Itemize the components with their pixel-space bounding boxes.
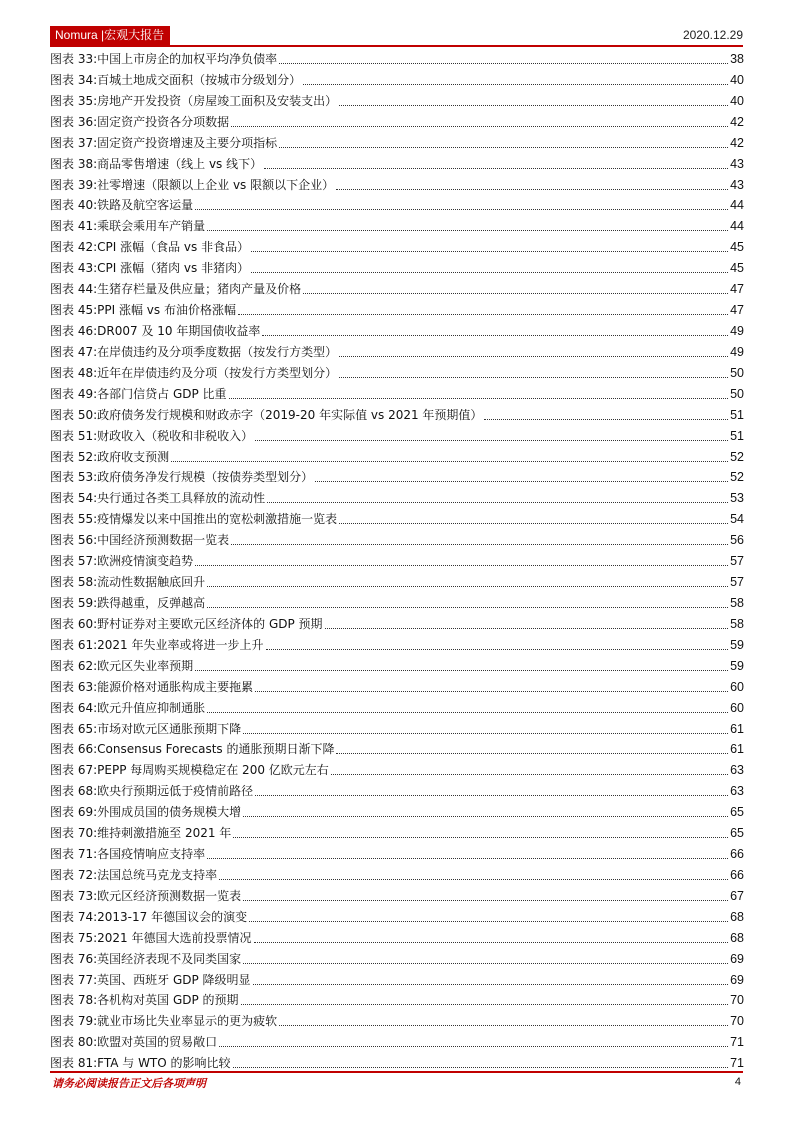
figure-label: 图表 44: (50, 282, 98, 297)
figure-page-number: 53 (730, 491, 744, 506)
figure-page-number: 50 (730, 365, 744, 380)
toc-entry[interactable] (50, 342, 744, 363)
figure-title: 欧元区经济预测数据一览表 (97, 888, 242, 903)
figure-label: 图表 50: (50, 407, 98, 422)
toc-entry[interactable] (50, 112, 744, 133)
figure-title: 疫情爆发以来中国推出的宽松刺激措施一览表 (97, 512, 338, 527)
dot-leader (303, 70, 728, 85)
figure-title: 在岸债违约及分项季度数据（按发行方类型） (97, 344, 338, 359)
figure-label: 图表 42: (50, 240, 98, 255)
figure-title: 固定资产投资各分项数据 (97, 114, 230, 129)
dot-leader (251, 237, 728, 252)
figure-page-number: 69 (730, 972, 744, 987)
figure-label: 图表 74: (50, 909, 98, 924)
figure-title: 社零增速（限额以上企业 vs 限额以下企业） (97, 177, 335, 192)
toc-entry[interactable] (50, 49, 744, 70)
figure-label: 图表 76: (50, 951, 98, 966)
dot-leader (219, 1032, 728, 1047)
figure-page-number: 57 (730, 554, 744, 569)
toc-entry[interactable] (50, 551, 744, 572)
toc-entry[interactable] (50, 363, 744, 384)
dot-leader (266, 635, 729, 650)
toc-entry[interactable] (50, 698, 744, 719)
toc-entry[interactable] (50, 970, 744, 991)
toc-entry[interactable] (50, 1011, 744, 1032)
figure-title: 铁路及航空客运量 (97, 198, 194, 213)
figure-page-number: 70 (730, 1014, 744, 1029)
figure-label: 图表 58: (50, 575, 98, 590)
toc-entry[interactable] (50, 279, 744, 300)
figure-label: 图表 33: (50, 52, 98, 66)
figure-page-number: 61 (730, 742, 744, 757)
figure-title: 中国上市房企的加权平均净负债率 (97, 52, 278, 66)
report-date: 2020.12.29 (682, 28, 743, 42)
dot-leader (339, 91, 728, 106)
figure-page-number: 59 (730, 637, 744, 652)
dot-leader (195, 551, 728, 566)
figure-title: 欧洲疫情演变趋势 (97, 554, 194, 569)
toc-entry[interactable] (50, 405, 744, 426)
dot-leader (219, 865, 728, 880)
figure-page-number: 68 (730, 909, 744, 924)
header-rule (50, 45, 743, 47)
figure-page-number: 43 (730, 177, 744, 192)
figure-page-number: 52 (730, 449, 744, 464)
figure-page-number: 50 (730, 386, 744, 401)
figure-title: 市场对欧元区通胀预期下降 (97, 721, 242, 736)
dot-leader (331, 760, 728, 775)
figure-title: 央行通过各类工具释放的流动性 (97, 491, 266, 506)
figure-title: 就业市场比失业率显示的更为疲软 (97, 1014, 278, 1029)
toc-entry[interactable] (50, 447, 744, 468)
figure-title: PEPP 每周购买规模稳定在 200 亿欧元左右 (97, 763, 329, 778)
figure-page-number: 60 (730, 700, 744, 715)
figure-label: 图表 47: (50, 344, 98, 359)
figure-page-number: 42 (730, 114, 744, 129)
toc-entry[interactable] (50, 739, 744, 760)
figure-title: 百城土地成交面积（按城市分级划分） (97, 72, 302, 87)
toc-entry[interactable] (50, 237, 744, 258)
figure-title: 2021 年德国大选前投票情况 (97, 930, 252, 945)
figure-label: 图表 79: (50, 1014, 98, 1029)
figure-page-number: 45 (730, 261, 744, 276)
dot-leader (279, 49, 728, 64)
toc-entry[interactable] (50, 781, 744, 802)
toc-entry[interactable] (50, 175, 744, 196)
dot-leader (207, 698, 728, 713)
toc-entry[interactable] (50, 865, 744, 886)
figure-label: 图表 64: (50, 700, 98, 715)
figure-page-number: 56 (730, 533, 744, 548)
dot-leader (253, 970, 729, 985)
dot-leader (279, 1011, 728, 1026)
dot-leader (255, 781, 728, 796)
figure-label: 图表 43: (50, 261, 98, 276)
figure-label: 图表 61: (50, 637, 98, 652)
figure-label: 图表 40: (50, 198, 98, 213)
figure-label: 图表 53: (50, 470, 98, 485)
figure-page-number: 51 (730, 428, 744, 443)
dot-leader (171, 447, 728, 462)
toc-entry[interactable] (50, 572, 744, 593)
figure-label: 图表 52: (50, 449, 98, 464)
figure-page-number: 42 (730, 135, 744, 150)
figure-label: 图表 78: (50, 993, 98, 1008)
figure-title: CPI 涨幅（猪肉 vs 非猪肉） (97, 261, 250, 276)
toc-entry[interactable] (50, 509, 744, 530)
figure-page-number: 54 (730, 512, 744, 527)
figure-label: 图表 54: (50, 491, 98, 506)
figure-label: 图表 67: (50, 763, 98, 778)
toc-entry[interactable] (50, 530, 744, 551)
figure-title: Consensus Forecasts 的通胀预期日渐下降 (97, 742, 335, 757)
toc-entry[interactable] (50, 990, 744, 1011)
figure-page-number: 63 (730, 784, 744, 799)
figure-label: 图表 34: (50, 72, 98, 87)
figure-title: 欧元升值应抑制通胀 (97, 700, 206, 715)
figure-page-number: 47 (730, 303, 744, 318)
dot-leader (254, 928, 729, 943)
toc-entry[interactable] (50, 1032, 744, 1053)
figure-label: 图表 71: (50, 847, 98, 862)
figure-page-number: 71 (730, 1035, 744, 1050)
figure-page-number: 71 (730, 1056, 744, 1071)
figure-label: 图表 45: (50, 303, 98, 318)
dot-leader (243, 802, 728, 817)
figure-title: 近年在岸债违约及分项（按发行方类型划分） (97, 365, 338, 380)
figure-title: 野村证券对主要欧元区经济体的 GDP 预期 (97, 616, 323, 631)
dot-leader (231, 112, 728, 127)
figure-title: 能源价格对通胀构成主要拖累 (97, 679, 254, 694)
figure-page-number: 69 (730, 951, 744, 966)
dot-leader (255, 426, 728, 441)
figure-title: PPI 涨幅 vs 布油价格涨幅 (97, 303, 236, 318)
figure-page-number: 38 (730, 52, 744, 66)
report-section: 宏观大报告 (104, 28, 165, 42)
figure-label: 图表 41: (50, 219, 98, 234)
figure-title: 2021 年失业率或将进一步上升 (97, 637, 264, 652)
footer-rule (50, 1071, 743, 1073)
figure-label: 图表 55: (50, 512, 98, 527)
toc-entry[interactable] (50, 760, 744, 781)
dot-leader (279, 133, 728, 148)
figure-label: 图表 63: (50, 679, 98, 694)
figure-page-number: 52 (730, 470, 744, 485)
dot-leader (249, 907, 728, 922)
figure-page-number: 61 (730, 721, 744, 736)
figure-page-number: 65 (730, 805, 744, 820)
dot-leader (243, 886, 728, 901)
toc-entry[interactable] (50, 656, 744, 677)
dot-leader (229, 384, 729, 399)
dot-leader (325, 614, 729, 629)
toc-entry[interactable] (50, 321, 744, 342)
figure-label: 图表 70: (50, 826, 98, 841)
figure-page-number: 60 (730, 679, 744, 694)
figure-label: 图表 62: (50, 658, 98, 673)
dot-leader (484, 405, 728, 420)
toc-entry[interactable] (50, 635, 744, 656)
toc-entry[interactable] (50, 593, 744, 614)
dot-leader (339, 342, 728, 357)
figure-label: 图表 46: (50, 323, 98, 338)
brand-logo (50, 26, 170, 45)
figure-title: 维持刺激措施至 2021 年 (97, 826, 232, 841)
figure-title: 英国、西班牙 GDP 降级明显 (97, 972, 251, 987)
figure-title: 英国经济表现不及同类国家 (97, 951, 242, 966)
figure-title: 商品零售增速（线上 vs 线下） (97, 156, 263, 171)
figure-page-number: 49 (730, 323, 744, 338)
figure-title: DR007 及 10 年期国债收益率 (97, 323, 261, 338)
dot-leader (195, 195, 728, 210)
dot-leader (264, 154, 728, 169)
figure-title: 2013-17 年德国议会的演变 (97, 909, 248, 924)
dot-leader (207, 572, 728, 587)
dot-leader (233, 1053, 729, 1068)
figure-page-number: 43 (730, 156, 744, 171)
figure-label: 图表 73: (50, 888, 98, 903)
figure-label: 图表 72: (50, 867, 98, 882)
figure-page-number: 67 (730, 888, 744, 903)
figure-title: 政府债务发行规模和财政赤字（2019-20 年实际值 vs 2021 年预期值） (97, 407, 483, 422)
toc-entry[interactable] (50, 928, 744, 949)
figure-label: 图表 57: (50, 554, 98, 569)
dot-leader (231, 530, 728, 545)
figure-label: 图表 60: (50, 616, 98, 631)
toc-entry[interactable] (50, 91, 744, 112)
dot-leader (267, 488, 728, 503)
toc-entry[interactable] (50, 384, 744, 405)
figure-page-number: 47 (730, 282, 744, 297)
figure-page-number: 66 (730, 847, 744, 862)
figure-title: FTA 与 WTO 的影响比较 (97, 1056, 231, 1071)
figure-title: 欧元区失业率预期 (97, 658, 194, 673)
dot-leader (243, 949, 728, 964)
figure-label: 图表 49: (50, 386, 98, 401)
dot-leader (255, 677, 728, 692)
toc-entry[interactable] (50, 949, 744, 970)
toc-entry[interactable] (50, 70, 744, 91)
figure-label: 图表 56: (50, 533, 98, 548)
dot-leader (262, 321, 728, 336)
figure-title: 法国总统马克龙支持率 (97, 867, 218, 882)
figure-label: 图表 59: (50, 595, 98, 610)
figure-title: 中国经济预测数据一览表 (97, 533, 230, 548)
figure-label: 图表 81: (50, 1056, 98, 1071)
page-header (50, 26, 743, 46)
dot-leader (238, 300, 728, 315)
dot-leader (207, 593, 728, 608)
figure-page-number: 58 (730, 595, 744, 610)
figure-list (50, 49, 744, 1074)
figure-title: CPI 涨幅（食品 vs 非食品） (97, 240, 250, 255)
dot-leader (303, 279, 728, 294)
dot-leader (315, 467, 728, 482)
figure-page-number: 44 (730, 198, 744, 213)
figure-label: 图表 51: (50, 428, 98, 443)
figure-title: 跌得越重，反弹越高 (97, 595, 206, 610)
toc-entry[interactable] (50, 719, 744, 740)
figure-title: 各部门信贷占 GDP 比重 (97, 386, 227, 401)
dot-leader (233, 823, 728, 838)
dot-leader (339, 509, 728, 524)
toc-entry[interactable] (50, 426, 744, 447)
figure-label: 图表 48: (50, 365, 98, 380)
toc-entry[interactable] (50, 844, 744, 865)
toc-entry[interactable] (50, 677, 744, 698)
figure-title: 各国疫情响应支持率 (97, 847, 206, 862)
figure-page-number: 45 (730, 240, 744, 255)
dot-leader (241, 990, 729, 1005)
figure-title: 固定资产投资增速及主要分项指标 (97, 135, 278, 150)
toc-entry[interactable] (50, 216, 744, 237)
figure-title: 政府债务净发行规模（按债券类型划分） (97, 470, 314, 485)
footer-disclaimer: 请务必阅读报告正文后各项声明 (52, 1077, 206, 1090)
figure-title: 乘联会乘用车产销量 (97, 219, 206, 234)
brand-separator: | (101, 28, 105, 42)
figure-title: 各机构对英国 GDP 的预期 (97, 993, 239, 1008)
figure-page-number: 58 (730, 616, 744, 631)
figure-page-number: 40 (730, 93, 744, 108)
dot-leader (195, 656, 728, 671)
figure-page-number: 49 (730, 344, 744, 359)
brand-name: Nomura (55, 28, 98, 42)
figure-page-number: 40 (730, 72, 744, 87)
dot-leader (207, 844, 728, 859)
figure-label: 图表 75: (50, 930, 98, 945)
figure-page-number: 57 (730, 575, 744, 590)
figure-page-number: 51 (730, 407, 744, 422)
figure-label: 图表 36: (50, 114, 98, 129)
figure-title: 流动性数据触底回升 (97, 575, 206, 590)
figure-page-number: 59 (730, 658, 744, 673)
toc-entry[interactable] (50, 907, 744, 928)
dot-leader (339, 363, 728, 378)
figure-label: 图表 77: (50, 972, 98, 987)
toc-entry[interactable] (50, 195, 744, 216)
figure-title: 外围成员国的债务规模大增 (97, 805, 242, 820)
figure-label: 图表 65: (50, 721, 98, 736)
dot-leader (251, 258, 728, 273)
figure-page-number: 70 (730, 993, 744, 1008)
dot-leader (336, 739, 728, 754)
figure-title: 房地产开发投资（房屋竣工面积及安装支出） (97, 93, 338, 108)
toc-entry[interactable] (50, 802, 744, 823)
figure-label: 图表 80: (50, 1035, 98, 1050)
dot-leader (207, 216, 728, 231)
figure-page-number: 65 (730, 826, 744, 841)
toc-entry[interactable] (50, 488, 744, 509)
toc-entry[interactable] (50, 823, 744, 844)
page-number: 4 (734, 1076, 741, 1088)
toc-entry[interactable] (50, 154, 744, 175)
toc-entry[interactable] (50, 133, 744, 154)
dot-leader (336, 175, 728, 190)
toc-entry[interactable] (50, 258, 744, 279)
figure-page-number: 68 (730, 930, 744, 945)
figure-title: 欧央行预期远低于疫情前路径 (97, 784, 254, 799)
figure-title: 生猪存栏量及供应量；猪肉产量及价格 (97, 282, 302, 297)
dot-leader (243, 719, 728, 734)
figure-label: 图表 38: (50, 156, 98, 171)
toc-entry[interactable] (50, 886, 744, 907)
toc-entry[interactable] (50, 300, 744, 321)
figure-label: 图表 35: (50, 93, 98, 108)
figure-page-number: 66 (730, 867, 744, 882)
figure-label: 图表 69: (50, 805, 98, 820)
toc-entry[interactable] (50, 467, 744, 488)
figure-title: 政府收支预测 (97, 449, 170, 464)
figure-label: 图表 66: (50, 742, 98, 757)
figure-label: 图表 68: (50, 784, 98, 799)
figure-title: 欧盟对英国的贸易敞口 (97, 1035, 218, 1050)
figure-page-number: 44 (730, 219, 744, 234)
figure-label: 图表 39: (50, 177, 98, 192)
figure-title: 财政收入（税收和非税收入） (97, 428, 254, 443)
figure-label: 图表 37: (50, 135, 98, 150)
toc-entry[interactable] (50, 614, 744, 635)
figure-page-number: 63 (730, 763, 744, 778)
